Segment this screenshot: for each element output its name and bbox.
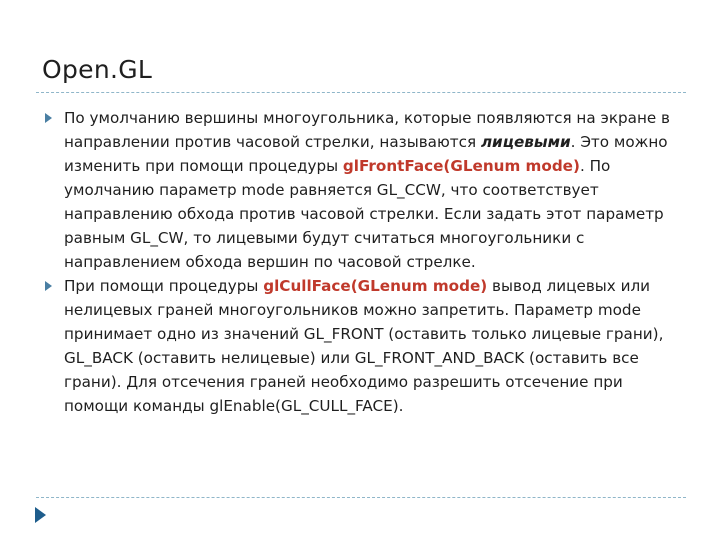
function-name: glFrontFace(GLenum mode) xyxy=(342,157,580,175)
function-name: glCullFace(GLenum mode) xyxy=(263,277,488,295)
text-run: При помощи процедуры xyxy=(64,277,264,295)
text-run: . По умолчанию параметр mode равняется GL_CCW, что соответствует направлению обхода против часовой стрелки. Если задать этот параметр равным GL_CW, то лицевыми будут считаться многоугольники с направлением обхода вершин по часовой стрелке. xyxy=(64,157,664,271)
footer-divider xyxy=(36,497,686,498)
triangle-right-icon xyxy=(45,281,52,291)
text-run: вывод лицевых или нелицевых граней многоугольников можно запретить. Параметр mode принимает одно из значений GL_FRONT (оставить только лицевые грани), GL_BACK (оставить нелицевые) или GL_FRONT_AND_BACK (оставить все грани). Для отсечения граней необходимо разрешить отсечение при помощи команды glEnable(GL_CULL_FACE). xyxy=(64,277,664,415)
triangle-right-icon xyxy=(45,113,52,123)
text-run: По умолчанию вершины многоугольника, которые появляются на экране в направлении против часовой стрелки, называются xyxy=(64,109,671,151)
text-run: . Это можно изменить при помощи процедуры xyxy=(64,133,668,175)
bullet-list xyxy=(42,106,682,418)
bullet-text xyxy=(64,109,670,271)
bullet-item xyxy=(42,106,682,274)
title-divider xyxy=(36,92,686,93)
emphasis-text: лицевыми xyxy=(480,133,571,151)
bullet-item xyxy=(42,274,682,418)
next-slide-arrow-icon[interactable] xyxy=(35,507,46,523)
slide-title: Open.GL xyxy=(42,55,153,84)
bullet-text xyxy=(64,277,663,415)
